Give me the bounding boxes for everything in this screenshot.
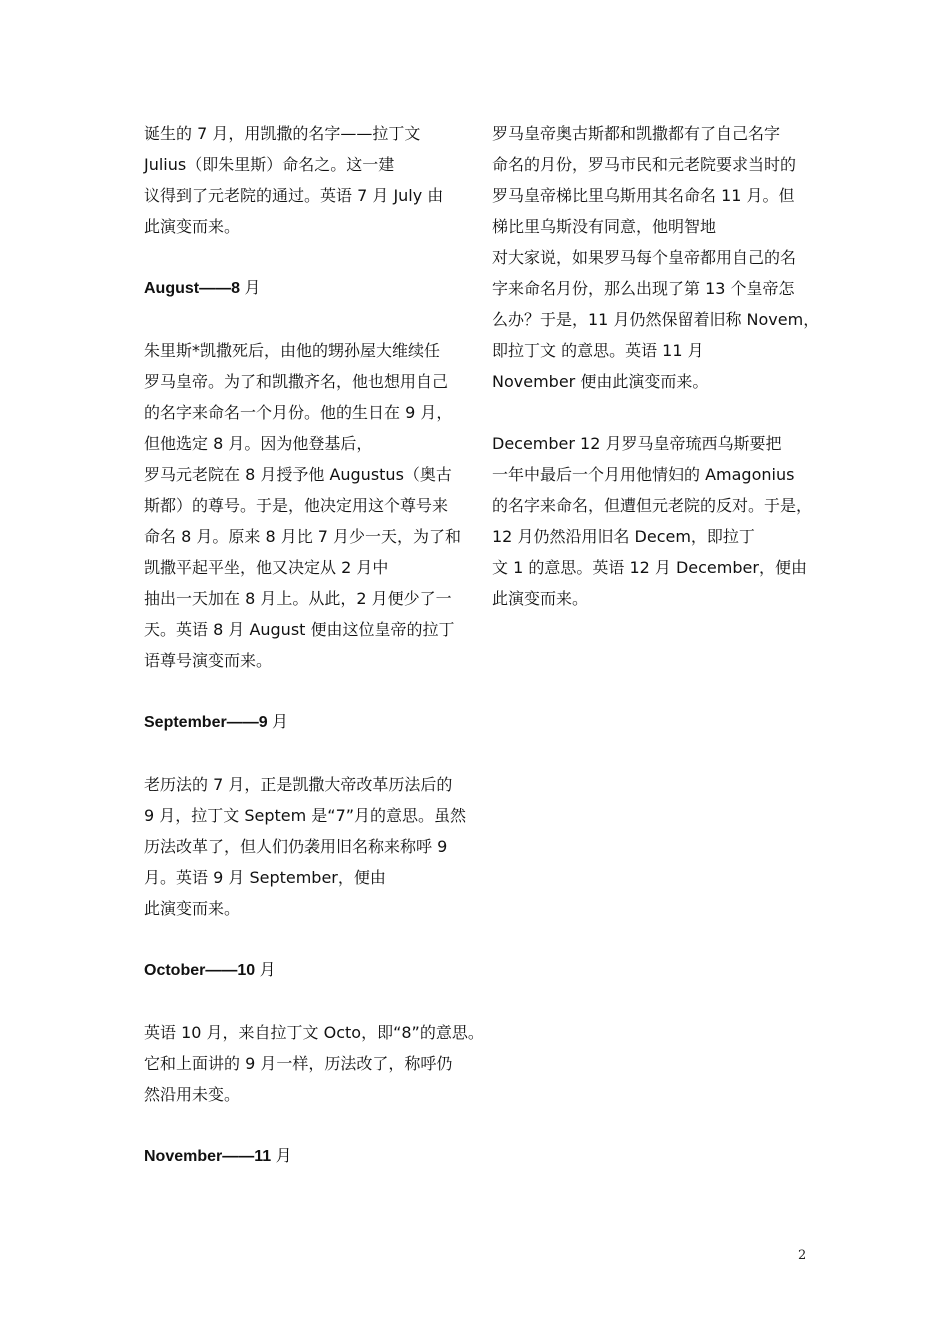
december-body (492, 428, 813, 614)
september-heading (144, 707, 462, 738)
paragraph-line: November 便由此演变而来。 (492, 372, 709, 391)
paragraph-line: 的名字来命名，但遭但元老院的反对。于是， (492, 496, 813, 515)
paragraph-line: 即拉丁文 的意思。英语 11 月 (492, 341, 704, 360)
heading-text: August——8 (144, 280, 240, 297)
page-number: 2 (798, 1248, 807, 1263)
november-body (492, 118, 820, 397)
paragraph-line: 天。英语 8 月 August 便由这位皇帝的拉丁 (144, 620, 455, 639)
paragraph-line: 9 月，拉丁文 Septem 是“7”月的意思。虽然 (144, 806, 467, 825)
paragraph-line: 此演变而来。 (144, 899, 241, 918)
paragraph-line: 对大家说，如果罗马每个皇帝都用自己的名 (492, 248, 797, 267)
paragraph-line: 月。英语 9 月 September，便由 (144, 868, 386, 887)
paragraph-line: 命名的月份，罗马市民和元老院要求当时的 (492, 155, 797, 174)
paragraph-line: 的名字来命名一个月份。他的生日在 9 月， (144, 403, 453, 422)
october-body (144, 1017, 484, 1110)
september-body (144, 769, 467, 924)
paragraph-line: 英语 10 月，来自拉丁文 Octo，即“8”的意思。 (144, 1023, 484, 1042)
paragraph-line: 罗马皇帝奥古斯都和凯撒都有了自己名字 (492, 124, 781, 143)
paragraph-line: 抽出一天加在 8 月上。从此，2 月便少了一 (144, 589, 452, 608)
paragraph-line: 此演变而来。 (492, 589, 589, 608)
paragraph-line: 朱里斯*凯撒死后，由他的甥孙屋大维续任 (144, 341, 441, 360)
paragraph-line: 罗马皇帝。为了和凯撒齐名，他也想用自己 (144, 372, 449, 391)
paragraph-line: 命名 8 月。原来 8 月比 7 月少一天，为了和 (144, 527, 462, 546)
paragraph-line: 罗马皇帝梯比里乌斯用其名命名 11 月。但 (492, 186, 795, 205)
paragraph-line: 但他选定 8 月。因为他登基后， (144, 434, 373, 453)
heading-suffix: 月 (275, 1148, 292, 1165)
paragraph-line: 斯都）的尊号。于是，他决定用这个尊号来 (144, 496, 449, 515)
right-column (492, 118, 820, 614)
paragraph-line: 12 月仍然沿用旧名 Decem，即拉丁 (492, 527, 755, 546)
paragraph-line: 么办？于是，11 月仍然保留着旧称 Novem， (492, 310, 820, 329)
paragraph-line: 议得到了元老院的通过。英语 7 月 July 由 (144, 186, 444, 205)
july-section-tail (144, 118, 462, 242)
paragraph-line: 梯比里乌斯没有同意，他明智地 (492, 217, 717, 236)
paragraph-line: 罗马元老院在 8 月授予他 Augustus（奥古 (144, 465, 452, 484)
paragraph-line: 诞生的 7 月，用凯撒的名字——拉丁文 (144, 124, 421, 143)
heading-text: October——10 (144, 962, 256, 979)
paragraph-line: 它和上面讲的 9 月一样，历法改了，称呼仍 (144, 1054, 453, 1073)
paragraph-line: 字来命名月份，那么出现了第 13 个皇帝怎 (492, 279, 795, 298)
heading-suffix: 月 (259, 962, 276, 979)
heading-suffix: 月 (272, 714, 289, 731)
heading-text: November——11 (144, 1148, 272, 1165)
paragraph-line: 文 1 的意思。英语 12 月 December，便由 (492, 558, 807, 577)
paragraph-line: Julius（即朱里斯）命名之。这一建 (144, 155, 395, 174)
left-column (144, 118, 484, 1172)
paragraph-line: 然沿用未变。 (144, 1085, 241, 1104)
august-heading (144, 273, 462, 304)
paragraph-line: 老历法的 7 月，正是凯撒大帝改革历法后的 (144, 775, 453, 794)
paragraph-line: 凯撒平起平坐，他又决定从 2 月中 (144, 558, 389, 577)
paragraph-line: 历法改革了，但人们仍袭用旧名称来称呼 9 (144, 837, 448, 856)
heading-suffix: 月 (244, 280, 261, 297)
august-body (144, 335, 462, 676)
heading-text: September——9 (144, 714, 268, 731)
paragraph-line: 此演变而来。 (144, 217, 241, 236)
october-heading (144, 955, 462, 986)
november-heading (144, 1141, 462, 1172)
paragraph-line: 一年中最后一个月用他情妇的 Amagonius (492, 465, 795, 484)
paragraph-line: December 12 月罗马皇帝琉西乌斯要把 (492, 434, 782, 453)
paragraph-line: 语尊号演变而来。 (144, 651, 273, 670)
